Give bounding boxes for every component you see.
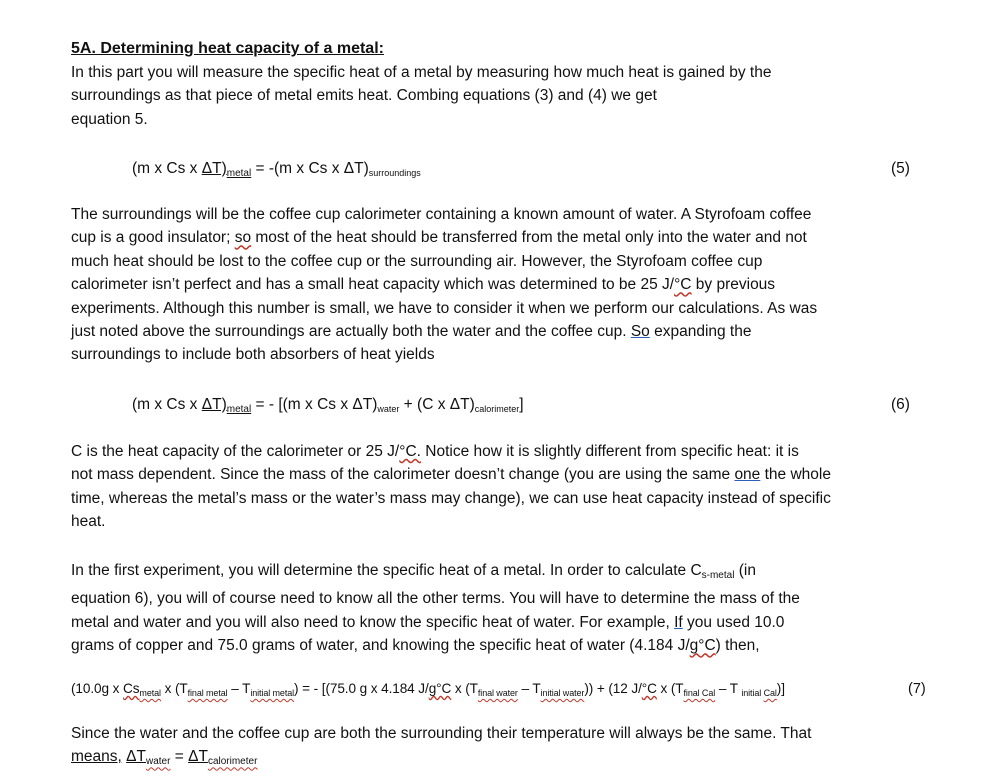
text-line: cup is a good insulator; so most of the heat should be transferred from the metal only into the water and not <box>71 229 807 247</box>
text-line: means, $\Delta T_{water} = \Delta T_{calorimeter}$ <box>71 748 258 768</box>
text-line: just noted above the surroundings are actually both the water and the coffee cup. So expanding the <box>71 323 752 341</box>
equation-7: (10.0g x $Cs_{metal}$ x $(T_{final metal} - T_{initial metal})$ = - [(75.0 g x 4.184 J/g°C x $(T_{final water} - T_{initial water})) + (12$ J/°C x ($T_{final Cal}$ – T $_{initial}$ $_{Cal}$)] <box>71 681 785 698</box>
text-line: Since the water and the coffee cup are both the surrounding their temperature will always be the same. That <box>71 725 812 742</box>
equation-6: (m x Cs x $\Delta T)_{metal}$ = - [(m x Cs x ΔT)water + (C x ΔT)calorimeter] <box>132 396 524 415</box>
text-line: time, whereas the metal’s mass or the water’s mass may change), we can use heat capacity instead of specific <box>71 489 831 507</box>
text-line: In the first experiment, you will determine the specific heat of a metal. In order to calculate $C_{s-metal}$ (in <box>71 562 756 581</box>
same-temperature-paragraph <box>71 722 811 774</box>
text-line: C is the heat capacity of the calorimeter or 25 J/°C. Notice how it is slightly different from specific heat: it is <box>71 443 799 460</box>
text-line: calorimeter isn’t perfect and has a small heat capacity which was determined to be 25 J/°C by previous <box>71 276 776 294</box>
text-line: much heat should be lost to the coffee cup or the surrounding air. However, the Styrofoam coffee cup <box>71 252 763 270</box>
equation-7-number: (7) <box>908 681 926 697</box>
text-line: heat. <box>71 513 106 531</box>
text-line: In this part you will measure the specific heat of a metal by measuring how much heat is gained by the <box>71 64 772 81</box>
equation-5: (m x Cs x $\Delta T)_{metal} = -(m$ x Cs x ΔT)surroundings <box>132 160 421 179</box>
equation-5-number: (5) <box>891 160 910 177</box>
text-line: not mass dependent. Since the mass of the calorimeter doesn’t change (you are using the same one the whole <box>71 466 831 484</box>
first-experiment-paragraph <box>71 559 800 658</box>
text-line: The surroundings will be the coffee cup calorimeter containing a known amount of water. A Styrofoam coffee <box>71 206 812 223</box>
surroundings-paragraph <box>71 203 817 367</box>
text-line: grams of copper and 75.0 grams of water, and knowing the specific heat of water (4.184 J/g°C) then, <box>71 637 760 655</box>
section-heading: 5A. Determining heat capacity of a metal: <box>71 40 384 57</box>
text-line: metal and water and you will also need to know the specific heat of water. For example, If you used 10.0 <box>71 613 785 631</box>
text-line: experiments. Although this number is small, we have to consider it when we perform our calculations. As was <box>71 299 818 317</box>
equation-6-number: (6) <box>891 396 910 413</box>
text-line: equation 6), you will of course need to know all the other terms. You will have to determine the mass of the <box>71 590 800 608</box>
text-line: surroundings as that piece of metal emits heat. Combing equations (3) and (4) we get <box>71 87 657 105</box>
text-line: equation 5. <box>71 110 148 128</box>
intro-paragraph <box>71 61 771 131</box>
heat-capacity-paragraph <box>71 440 831 534</box>
text-line: surroundings to include both absorbers of heat yields <box>71 346 435 364</box>
